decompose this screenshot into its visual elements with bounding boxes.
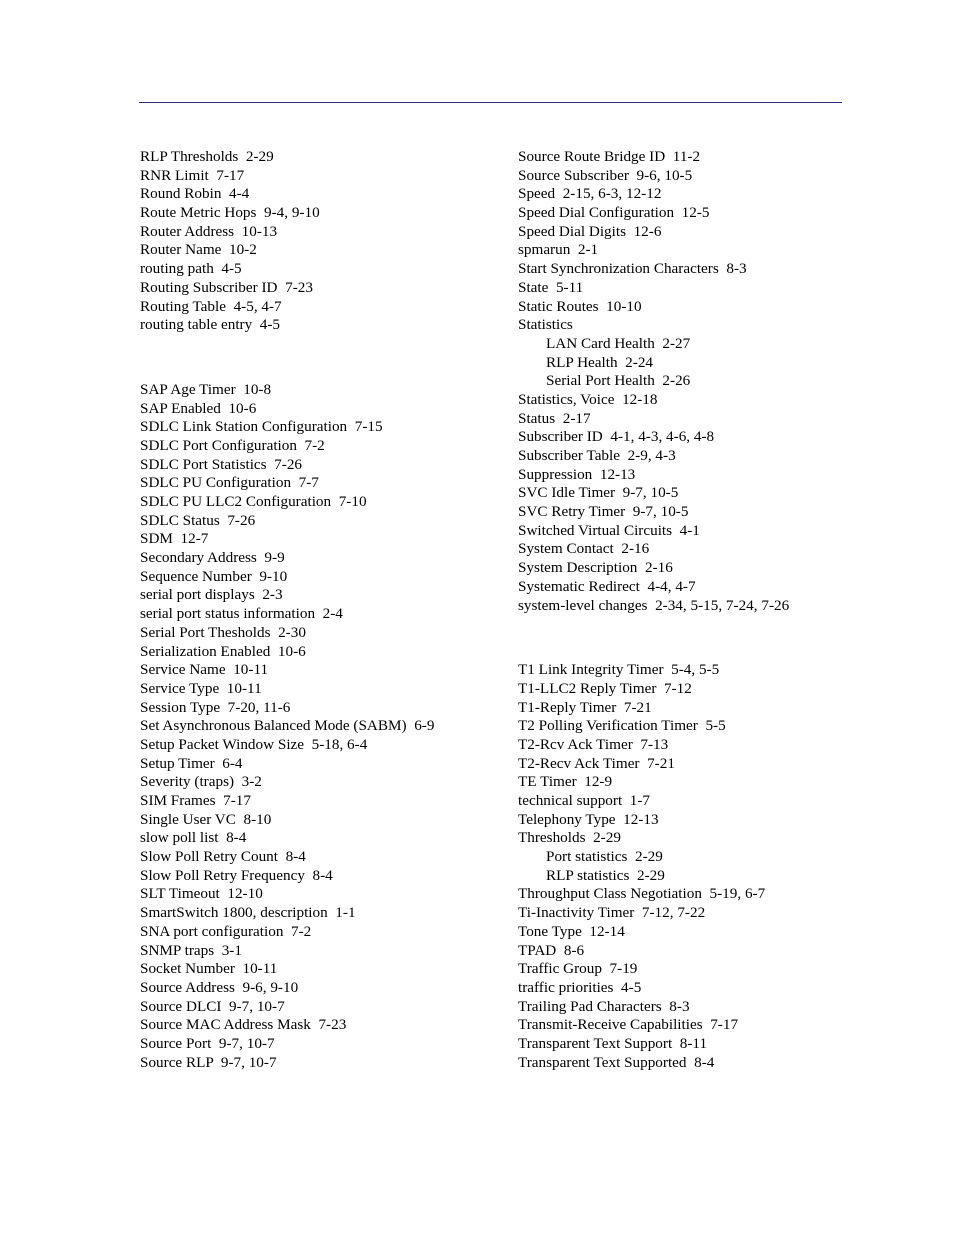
index-entry: SAP Age Timer 10-8 [140, 380, 272, 398]
index-entry: Serial Port Thesholds 2-30 [140, 623, 306, 641]
index-entry: Source Route Bridge ID 11-2 [518, 148, 701, 165]
index-entry: Status 2-17 [518, 409, 591, 427]
index-entry: SDLC Status 7-26 [140, 511, 256, 529]
index-column-left [140, 148, 510, 1072]
index-entry: technical support 1-7 [518, 792, 651, 809]
index-entry: Start Synchronization Characters 8-3 [518, 260, 747, 278]
index-entry: Service Type 10-11 [140, 679, 262, 697]
index-entry: Speed 2-15, 6-3, 12-12 [518, 185, 662, 203]
index-entry: Source MAC Address Mask 7-23 [140, 1016, 347, 1034]
index-entry: Systematic Redirect 4-4, 4-7 [518, 577, 696, 595]
index-entry: TPAD 8-6 [518, 941, 585, 959]
index-entry: Socket Number 10-11 [140, 960, 278, 978]
index-entry: Telephony Type 12-13 [518, 810, 659, 828]
index-entry: T2-Recv Ack Timer 7-21 [518, 754, 675, 772]
index-entry: RNR Limit 7-17 [140, 166, 245, 184]
index-entry: Trailing Pad Characters 8-3 [518, 997, 690, 1015]
index-entry: serial port displays 2-3 [140, 586, 283, 604]
index-entry: serial port status information 2-4 [140, 605, 343, 623]
index-entry: Secondary Address 9-9 [140, 549, 285, 567]
index-entry: Subscriber Table 2-9, 4-3 [518, 447, 676, 464]
index-entry: T2-Rcv Ack Timer 7-13 [518, 735, 669, 753]
index-entry: routing path 4-5 [140, 260, 242, 278]
index-entry: Service Name 10-11 [140, 661, 269, 679]
index-entry: Routing Table 4-5, 4-7 [140, 297, 282, 315]
header-rule [139, 102, 842, 103]
index-entry: Subscriber ID 4-1, 4-3, 4-6, 4-8 [518, 428, 715, 446]
index-entry: Suppression 12-13 [518, 465, 636, 483]
section-gap [518, 615, 848, 661]
index-entry: SmartSwitch 1800, description 1-1 [140, 904, 356, 922]
index-entry: Throughput Class Negotiation 5-19, 6-7 [518, 885, 766, 903]
index-subentry: Port statistics 2-29 [546, 848, 663, 866]
index-entry: SAP Enabled 10-6 [140, 399, 257, 417]
index-entry: Transparent Text Supported 8-4 [518, 1053, 715, 1071]
index-entry: SNA port configuration 7-2 [140, 922, 312, 940]
index-entry: Set Asynchronous Balanced Mode (SABM) 6-9 [140, 717, 435, 735]
index-entry: Transmit-Receive Capabilities 7-17 [518, 1016, 739, 1034]
index-column-right [518, 148, 848, 1072]
index-subentry: RLP Health 2-24 [546, 353, 654, 371]
index-entry: SDM 12-7 [140, 530, 209, 548]
index-entry: Traffic Group 7-19 [518, 960, 638, 978]
index-entry: State 5-11 [518, 278, 584, 296]
index-entry: Source RLP 9-7, 10-7 [140, 1053, 277, 1071]
index-entry: Routing Subscriber ID 7-23 [140, 278, 313, 296]
index-entry: routing table entry 4-5 [140, 316, 281, 334]
index-entry: Setup Timer 6-4 [140, 754, 243, 772]
index-entry: T2 Polling Verification Timer 5-5 [518, 717, 726, 735]
index-entry: T1 Link Integrity Timer 5-4, 5-5 [518, 661, 720, 679]
index-entry: Router Address 10-13 [140, 222, 278, 240]
index-entry: Tone Type 12-14 [518, 922, 625, 940]
index-entry: T1-LLC2 Reply Timer 7-12 [518, 679, 692, 697]
index-entry: Slow Poll Retry Frequency 8-4 [140, 866, 333, 884]
index-entry: SVC Idle Timer 9-7, 10-5 [518, 484, 679, 502]
index-entry: Ti-Inactivity Timer 7-12, 7-22 [518, 904, 706, 922]
index-entry: Speed Dial Configuration 12-5 [518, 204, 710, 222]
index-entry: SNMP traps 3-1 [140, 941, 242, 959]
index-entry: Severity (traps) 3-2 [140, 773, 262, 791]
index-subentry: RLP statistics 2-29 [546, 866, 665, 884]
index-entry: Round Robin 4-4 [140, 185, 250, 203]
index-entry: Source DLCI 9-7, 10-7 [140, 997, 285, 1015]
index-entry: SDLC PU Configuration 7-7 [140, 474, 319, 492]
index-entry: Serialization Enabled 10-6 [140, 642, 306, 660]
index-entry: SDLC PU LLC2 Configuration 7-10 [140, 493, 367, 510]
section-gap [140, 335, 510, 381]
index-entry: Setup Packet Window Size 5-18, 6-4 [140, 735, 368, 753]
index-entry: Single User VC 8-10 [140, 810, 272, 828]
index-entry: Statistics, Voice 12-18 [518, 390, 658, 408]
index-entry: Thresholds 2-29 [518, 829, 621, 847]
index-entry: System Contact 2-16 [518, 540, 650, 558]
index-subentry: Serial Port Health 2-26 [546, 372, 691, 390]
index-entry: Source Address 9-6, 9-10 [140, 978, 299, 996]
index-entry: Sequence Number 9-10 [140, 567, 288, 585]
index-entry: Slow Poll Retry Count 8-4 [140, 848, 306, 866]
index-entry: Session Type 7-20, 11-6 [140, 698, 291, 716]
index-entry: TE Timer 12-9 [518, 773, 613, 791]
index-entry: Source Port 9-7, 10-7 [140, 1034, 275, 1052]
index-entry: traffic priorities 4-5 [518, 978, 642, 996]
index-entry: SDLC Port Statistics 7-26 [140, 455, 303, 473]
index-entry: Static Routes 10-10 [518, 297, 642, 315]
index-entry: SIM Frames 7-17 [140, 792, 251, 809]
index-entry: RLP Thresholds 2-29 [140, 148, 274, 165]
index-entry: Switched Virtual Circuits 4-1 [518, 521, 700, 539]
index-entry: Router Name 10-2 [140, 241, 257, 259]
index-subentry: LAN Card Health 2-27 [546, 334, 691, 352]
index-entry: SDLC Link Station Configuration 7-15 [140, 418, 383, 436]
index-entry: Source Subscriber 9-6, 10-5 [518, 166, 693, 184]
index-entry: spmarun 2-1 [518, 241, 599, 259]
index-entry: SVC Retry Timer 9-7, 10-5 [518, 503, 689, 521]
index-entry: SDLC Port Configuration 7-2 [140, 436, 325, 454]
index-entry: Transparent Text Support 8-11 [518, 1034, 708, 1052]
index-entry: system-level changes 2-34, 5-15, 7-24, 7-26 [518, 596, 790, 614]
index-entry: Statistics [518, 316, 573, 334]
index-entry: Speed Dial Digits 12-6 [518, 222, 662, 240]
index-entry: System Description 2-16 [518, 559, 673, 577]
index-entry: slow poll list 8-4 [140, 829, 247, 847]
index-entry: SLT Timeout 12-10 [140, 885, 263, 903]
index-entry: Route Metric Hops 9-4, 9-10 [140, 204, 320, 222]
index-entry: T1-Reply Timer 7-21 [518, 698, 652, 716]
